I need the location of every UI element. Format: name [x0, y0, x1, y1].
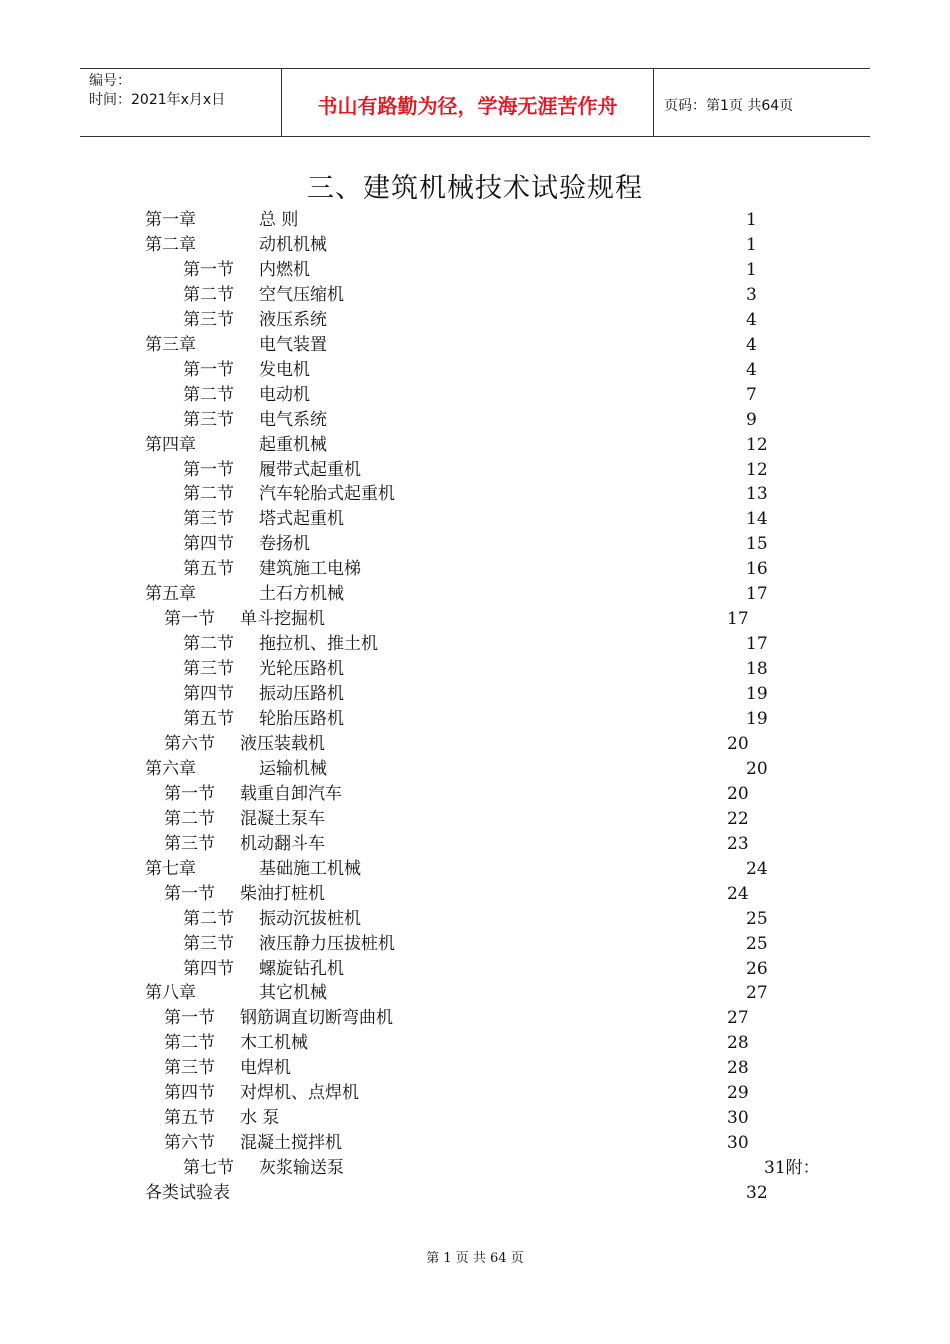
toc-entry-title: 空气压缩机 [259, 284, 344, 305]
toc-entry-title: 螺旋钻孔机 [259, 958, 344, 979]
toc-entry [0, 1081, 950, 1106]
toc-entry [0, 807, 950, 832]
toc-entry-page: 32 [746, 1183, 768, 1204]
toc-entry-label: 第一节 [164, 609, 215, 630]
toc-entry-page: 1 [746, 234, 757, 255]
toc-entry [0, 1006, 950, 1031]
toc-entry-label: 第五节 [183, 559, 234, 580]
document-title: 三、建筑机械技术试验规程 [307, 173, 643, 204]
toc-entry [0, 333, 950, 358]
toc-entry [0, 433, 950, 458]
toc-entry-title: 发电机 [259, 359, 310, 380]
toc-entry-label: 第三节 [183, 933, 234, 954]
toc-entry [0, 882, 950, 907]
toc-entry-page: 4 [746, 309, 757, 330]
toc-entry-label: 第三节 [164, 1058, 215, 1079]
toc-entry [0, 358, 950, 383]
toc-entry-page: 19 [746, 684, 768, 705]
toc-entry-label: 第一节 [164, 1008, 215, 1029]
toc-entry-label: 第三章 [145, 334, 196, 355]
toc-entry-page: 1 [746, 259, 757, 280]
toc-entry-page: 24 [727, 883, 749, 904]
toc-entry-title: 光轮压路机 [259, 659, 344, 680]
toc-entry-page: 14 [746, 509, 768, 530]
toc-entry-title: 塔式起重机 [259, 509, 344, 530]
toc-entry-page: 15 [746, 534, 768, 555]
toc-entry-title: 拖拉机、推土机 [259, 634, 378, 655]
toc-entry-label: 第一节 [164, 783, 215, 804]
toc-entry [0, 732, 950, 757]
toc-entry [0, 1056, 950, 1081]
toc-entry-page: 18 [746, 659, 768, 680]
toc-entry-title: 对焊机、点焊机 [240, 1083, 359, 1104]
toc-entry-label: 第一节 [183, 359, 234, 380]
toc-entry-title: 液压系统 [259, 309, 327, 330]
toc-entry-title: 内燃机 [259, 259, 310, 280]
toc-entry-page: 28 [727, 1033, 749, 1054]
toc-entry-page: 27 [746, 983, 768, 1004]
toc-entry-title: 履带式起重机 [259, 459, 361, 480]
toc-entry-label: 第四章 [145, 434, 196, 455]
toc-entry-page: 30 [727, 1108, 749, 1129]
toc-entry [0, 233, 950, 258]
toc-entry-label: 第六章 [145, 758, 196, 779]
toc-entry-label: 第八章 [145, 983, 196, 1004]
toc-entry-label: 第四节 [164, 1083, 215, 1104]
toc-entry-label: 第三节 [164, 833, 215, 854]
toc-entry [0, 707, 950, 732]
toc-entry-title: 机动翻斗车 [240, 833, 325, 854]
toc-entry-label: 第二节 [183, 384, 234, 405]
toc-entry [0, 408, 950, 433]
toc-entry-label: 第二节 [183, 284, 234, 305]
toc-entry-page: 1 [746, 210, 757, 230]
page-header [80, 68, 870, 137]
toc-entry-title: 混凝土泵车 [240, 808, 325, 829]
toc-entry [0, 607, 950, 632]
toc-entry-title: 木工机械 [240, 1033, 308, 1054]
toc-entry-page: 24 [746, 858, 768, 879]
toc-entry [0, 1156, 950, 1181]
toc-entry [0, 507, 950, 532]
toc-entry-page: 23 [727, 833, 749, 854]
toc-entry-title: 卷扬机 [259, 534, 310, 555]
toc-entry-label: 第二节 [183, 634, 234, 655]
toc-entry-page: 25 [746, 933, 768, 954]
toc-entry-label: 第五节 [183, 709, 234, 729]
toc-entry-label: 第六节 [164, 733, 215, 754]
toc-entry [0, 458, 950, 483]
toc-entry [0, 857, 950, 882]
toc-entry-title: 总 则 [259, 210, 299, 230]
toc-entry-title: 载重自卸汽车 [240, 783, 342, 804]
toc-entry-title: 土石方机械 [259, 584, 344, 605]
toc-entry-title: 灰浆输送泵 [259, 1158, 344, 1179]
toc-entry-title: 基础施工机械 [259, 858, 361, 879]
toc-entry-label: 第七章 [145, 858, 196, 879]
document-date: 时间：2021年x月x日 [89, 92, 226, 108]
toc-entry-page: 12 [746, 459, 768, 480]
toc-entry-title: 柴油打桩机 [240, 883, 325, 904]
toc-entry [0, 557, 950, 582]
document-number-label: 编号： [89, 73, 131, 89]
toc-entry-page: 9 [746, 409, 757, 430]
toc-entry-page: 4 [746, 334, 757, 355]
toc-entry-page: 27 [727, 1008, 749, 1029]
toc-entry [0, 832, 950, 857]
toc-entry [0, 782, 950, 807]
toc-entry [0, 283, 950, 308]
toc-entry-label: 第四节 [183, 684, 234, 705]
toc-entry [0, 308, 950, 333]
toc-entry-page: 30 [727, 1133, 749, 1154]
toc-entry [0, 981, 950, 1006]
toc-entry-page: 28 [727, 1058, 749, 1079]
toc-entry-page: 17 [746, 634, 768, 655]
toc-entry-label: 第七节 [183, 1158, 234, 1179]
toc-entry [0, 1106, 950, 1131]
toc-entry-title: 电气系统 [259, 409, 327, 430]
toc-entry-page: 25 [746, 908, 768, 929]
toc-entry-page: 13 [746, 484, 768, 505]
toc-entry-page: 22 [727, 808, 749, 829]
toc-entry-title: 轮胎压路机 [259, 709, 344, 729]
toc-entry-title: 振动沉拔桩机 [259, 908, 361, 929]
toc-entry-label: 第三节 [183, 409, 234, 430]
toc-entry-label: 第一章 [145, 210, 196, 230]
toc-entry [0, 932, 950, 957]
toc-entry-page: 17 [746, 584, 768, 605]
toc-entry-title: 钢筋调直切断弯曲机 [240, 1008, 393, 1029]
toc-entry-page: 29 [727, 1083, 749, 1104]
toc-entry-label: 第三节 [183, 309, 234, 330]
toc-entry-title: 起重机械 [259, 434, 327, 455]
toc-entry [0, 258, 950, 283]
toc-entry-label: 第一节 [183, 459, 234, 480]
toc-entry-page: 12 [746, 434, 768, 455]
toc-entry-title: 单斗挖掘机 [240, 609, 325, 630]
toc-entry [0, 757, 950, 782]
toc-entry [0, 907, 950, 932]
toc-entry-page: 20 [727, 733, 749, 754]
toc-entry-page: 4 [746, 359, 757, 380]
toc-entry [0, 1181, 950, 1206]
toc-entry-label: 第四节 [183, 958, 234, 979]
toc-entry-page: 19 [746, 709, 768, 729]
toc-entry-title: 汽车轮胎式起重机 [259, 484, 395, 505]
toc-entry-title: 混凝土搅拌机 [240, 1133, 342, 1154]
toc-entry-title: 建筑施工电梯 [259, 559, 361, 580]
toc-entry-label: 第二节 [164, 808, 215, 829]
toc-entry-page: 31附： [764, 1158, 820, 1179]
toc-entry-title: 运输机械 [259, 758, 327, 779]
toc-entry-title: 液压装载机 [240, 733, 325, 754]
header-page-info: 页码：第1页 共64页 [664, 97, 794, 114]
toc-entry-page: 20 [746, 758, 768, 779]
toc-entry-label: 第四节 [183, 534, 234, 555]
toc-entry-label: 第一节 [164, 883, 215, 904]
toc-entry-label: 第三节 [183, 659, 234, 680]
toc-entry [0, 657, 950, 682]
toc-entry [0, 532, 950, 557]
toc-entry-label: 第五章 [145, 584, 196, 605]
toc-entry [0, 482, 950, 507]
toc-entry-label: 第二节 [164, 1033, 215, 1054]
toc-entry-title: 水 泵 [240, 1108, 280, 1129]
header-meta [80, 69, 281, 136]
toc-entry-page: 7 [746, 384, 757, 405]
toc-entry-title: 振动压路机 [259, 684, 344, 705]
toc-entry-page: 16 [746, 559, 768, 580]
toc-entry [0, 957, 950, 982]
toc-entry-label: 第三节 [183, 509, 234, 530]
toc-entry-label: 第二章 [145, 234, 196, 255]
toc-entry [0, 208, 950, 233]
toc-entry-title: 电焊机 [240, 1058, 291, 1079]
toc-entry [0, 1031, 950, 1056]
toc-entry-label: 第六节 [164, 1133, 215, 1154]
page-footer: 第 1 页 共 64 页 [426, 1251, 524, 1266]
toc-entry [0, 632, 950, 657]
toc-entry-title: 电动机 [259, 384, 310, 405]
toc-entry-label: 第二节 [183, 908, 234, 929]
toc-entry-label: 第一节 [183, 259, 234, 280]
toc-entry-page: 26 [746, 958, 768, 979]
header-motto: 书山有路勤为径，学海无涯苦作舟 [281, 69, 654, 136]
toc-entry-title: 动机机械 [259, 234, 327, 255]
toc-entry-page: 3 [746, 284, 757, 305]
toc-entry [0, 383, 950, 408]
toc-entry-page: 20 [727, 783, 749, 804]
toc-entry [0, 1131, 950, 1156]
toc-entry [0, 582, 950, 607]
toc-entry-title: 其它机械 [259, 983, 327, 1004]
toc-entry-title: 电气装置 [259, 334, 327, 355]
toc-entry-title: 液压静力压拔桩机 [259, 933, 395, 954]
toc-entry [0, 682, 950, 707]
toc-entry-label: 第二节 [183, 484, 234, 505]
toc-entry-label: 第五节 [164, 1108, 215, 1129]
toc-entry-label: 各类试验表 [145, 1183, 230, 1204]
toc-entry-page: 17 [727, 609, 749, 630]
